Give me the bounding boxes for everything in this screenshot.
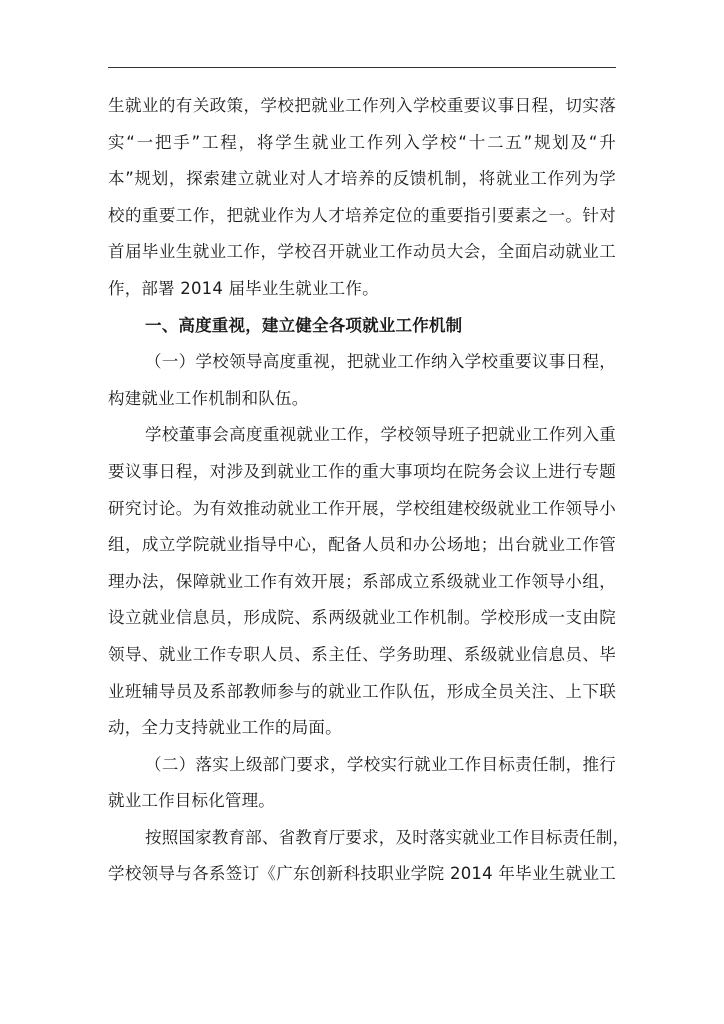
paragraph-line: 业班辅导员及系部教师参与的就业工作队伍，形成全员关注、上下联 [108, 681, 616, 701]
paragraph-line: 动，全力支持就业工作的局面。 [108, 718, 342, 738]
paragraph-line: 按照国家教育部、省教育厅要求，及时落实就业工作目标责任制， [145, 827, 630, 847]
subsection-heading-continued: 就业工作目标化管理。 [108, 791, 275, 811]
paragraph-line: 本”规划，探索建立就业对人才培养的反馈机制，将就业工作列为学 [108, 169, 616, 189]
paragraph-line: 校的重要工作，把就业作为人才培养定位的重要指引要素之一。针对 [108, 205, 616, 225]
paragraph-line: 研究讨论。为有效推动就业工作开展，学校组建校级就业工作领导小 [108, 498, 616, 518]
paragraph-line: 实“一把手”工程，将学生就业工作列入学校“十二五”规划及“升 [108, 132, 616, 152]
paragraph-line: 组，成立学院就业指导中心，配备人员和办公场地；出台就业工作管 [108, 535, 616, 555]
subsection-heading: （二）落实上级部门要求，学校实行就业工作目标责任制，推行 [145, 754, 616, 774]
paragraph-line: 理办法，保障就业工作有效开展；系部成立系级就业工作领导小组， [108, 571, 616, 591]
paragraph-line: 领导、就业工作专职人员、系主任、学务助理、系级就业信息员、毕 [108, 644, 616, 664]
paragraph-line: 学校董事会高度重视就业工作，学校领导班子把就业工作列入重 [145, 425, 616, 445]
section-heading: 一、高度重视，建立健全各项就业工作机制 [145, 315, 463, 335]
paragraph-line: 学校领导与各系签订《广东创新科技职业学院 2014 年毕业生就业工 [108, 864, 616, 884]
document-body [108, 88, 630, 893]
paragraph-line: 首届毕业生就业工作，学校召开就业工作动员大会，全面启动就业工 [108, 242, 616, 262]
paragraph-line: 作，部署 2014 届毕业生就业工作。 [108, 278, 379, 298]
header-rule [108, 67, 616, 68]
paragraph-line: 设立就业信息员，形成院、系两级就业工作机制。学校形成一支由院 [108, 608, 616, 628]
paragraph-line: 要议事日程，对涉及到就业工作的重大事项均在院务会议上进行专题 [108, 461, 616, 481]
subsection-heading-continued: 构建就业工作机制和队伍。 [108, 388, 309, 408]
paragraph-line: 生就业的有关政策，学校把就业工作列入学校重要议事日程，切实落 [108, 96, 616, 115]
subsection-heading: （一）学校领导高度重视，把就业工作纳入学校重要议事日程， [145, 352, 616, 372]
